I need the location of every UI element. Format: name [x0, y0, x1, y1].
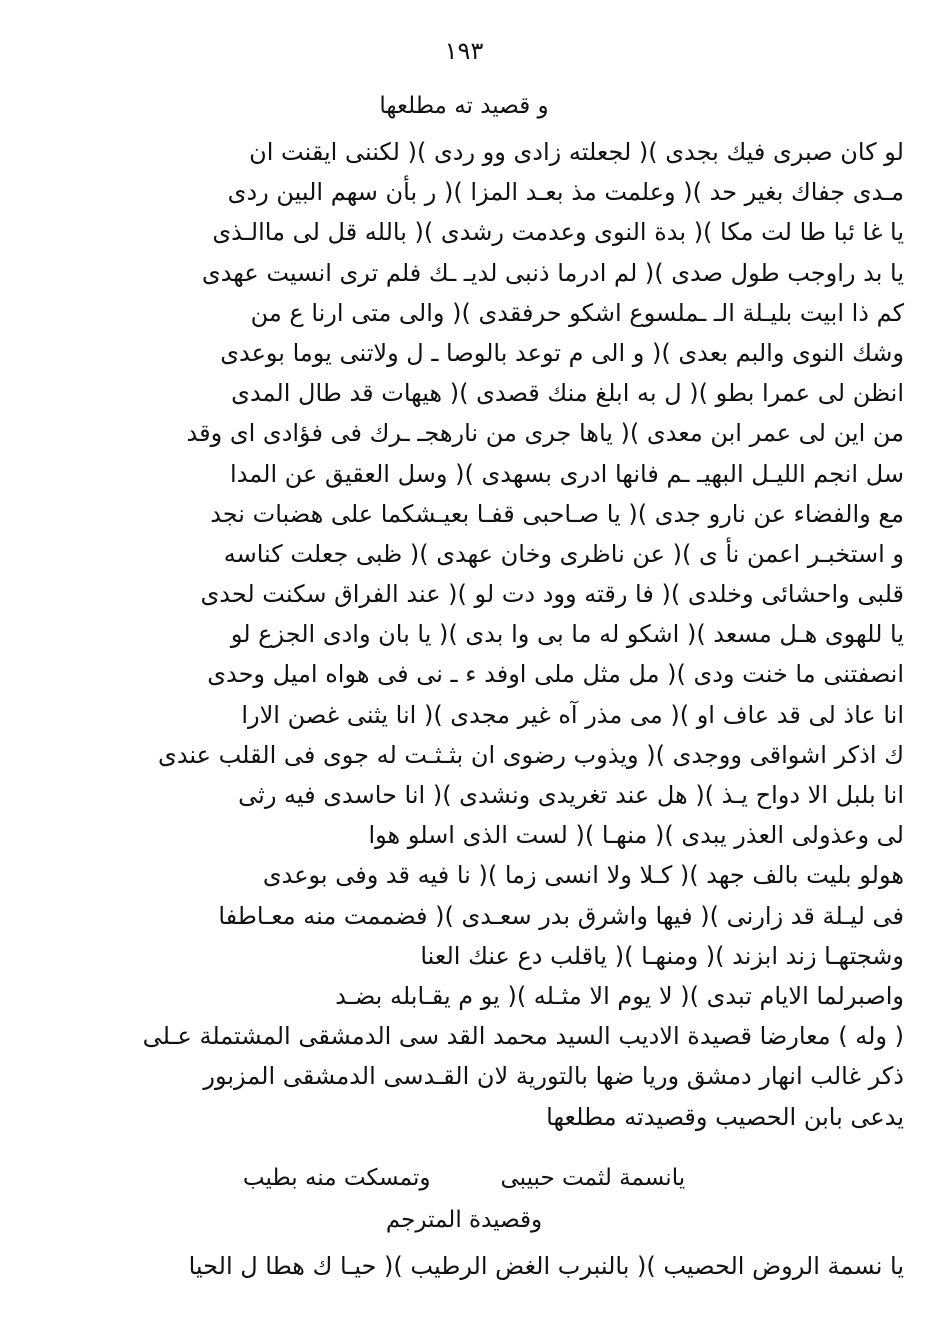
text-line: ذكر غالب انهار دمشق وريا ضها بالتورية لان القـدسى الدمشقى المزبور [203, 1062, 904, 1091]
text-line: يا غا ئبا طا لت مكا )( بدة النوى وعدمت رشدى )( بالله قل لى ماالـذى [212, 218, 904, 247]
text-line: سل انجم الليـل البهيـ ـم فانها ادرى بسهدى )( وسل العقيق عن المدا [230, 459, 904, 488]
text-line: فى ليـلة قد زارنى )( فيها واشرق بدر سعـدى )( فضممت منه معـاطفا [218, 901, 904, 930]
text-line: ( وله ) معارضا قصيدة الاديب السيد محمد القد سى الدمشقى المشتملة عـلى [142, 1022, 904, 1051]
text-line: مع والفضاء عن نارو جدى )( يا صـاحبى قفـا بعيـشكما على هضبات نجد [210, 499, 904, 528]
text-line: يدعى بابن الحصيب وقصيدته مطلعها [546, 1102, 904, 1131]
text-line: انصفتنى ما خنت ودى )( مل مثل ملى اوفد ء ـ نى فى هواه اميل وحدى [207, 660, 904, 689]
text-line: لى وعذولى العذر يبدى )( منهـا )( لست الذى اسلو هوا [368, 821, 904, 850]
text-line: واصبرلما الايام تبدى )( لا يوم الا مثـله )( يو م يقـابله بضـد [335, 981, 904, 1010]
text-line: يا للهوى هـل مسعد )( اشكو له ما بى وا بدى )( يا بان وادى الجزع لو [230, 620, 904, 649]
text-line: يا بد راوجب طول صدى )( لم ادرما ذنبى لديـ ـك فلم ترى انسيت عهدى [201, 258, 904, 287]
subheading: وقصيدة المترجم [385, 1207, 543, 1233]
poem-body [142, 132, 904, 1137]
text-line: وشجتهـا زند ابزند )( ومنهـا )( ياقلب دع عنك العنا [420, 941, 904, 970]
text-line: هولو بليت بالف جهد )( كـلا ولا انسى زما )( نا فيه قد وفى بوعدى [262, 861, 904, 890]
opening-verse [0, 1162, 928, 1194]
text-line: وشك النوى والبم بعدى )( و الى م توعد بالوصا ـ ل ولاتنى يوما بوعدى [220, 338, 904, 367]
text-line: كم ذا ابيت بليـلة الـ ـملسوع اشكو حرفقدى )( والى متى ارنا ع من [250, 298, 904, 327]
text-line: مـدى جفاك بغير حد )( وعلمت مذ بعـد المزا )( ر بأن سهم البين ردى [227, 178, 904, 207]
text-line: و استخبـر اعمن نأ ى )( عن ناظرى وخان عهدى )( ظبى جعلت كناسه [223, 539, 904, 568]
text-line: من اين لى عمر ابن معدى )( ياها جرى من نارهجـ ـرك فى فؤادى اى وقد [186, 419, 904, 448]
text-line: انا بلبل الا دواح يـذ )( هل عند تغريدى ونشدى )( انا حاسدى فيه رثى [238, 781, 904, 809]
text-line: انظن لى عمرا بطو )( ل به ابلغ منك قصدى )( هيهات قد طال المدى [231, 379, 904, 408]
text-line-last: يا نسمة الروض الحصيب )( بالنبرب الغض الرطيب )( حيـا ك هطا ل الحيا [188, 1252, 904, 1280]
page-number: ١٩٣ [444, 37, 484, 65]
text-line: قلبى واحشائى وخلدى )( فا رقته وود دت لو )( عند الفراق سكنت لحدى [200, 580, 904, 609]
text-line: لو كان صبرى فيك بجدى )( لجعلته زادى وو ردى )( لكننى ايقنت ان [249, 138, 904, 166]
text-line: ك اذكر اشواقى ووجدى )( ويذوب رضوى ان بثـثـت له جوى فى القلب عندى [158, 740, 904, 769]
hemistich-left: وتمسكت منه بطيب [242, 1165, 431, 1191]
hemistich-right: يانسمة لثمت حبيبى [500, 1165, 686, 1191]
poem-heading: و قصيد ته مطلعها [379, 93, 549, 119]
text-line: انا عاذ لى قد عاف او )( مى مذر آه غير مجدى )( انا يثنى غصن الارا [241, 700, 904, 729]
